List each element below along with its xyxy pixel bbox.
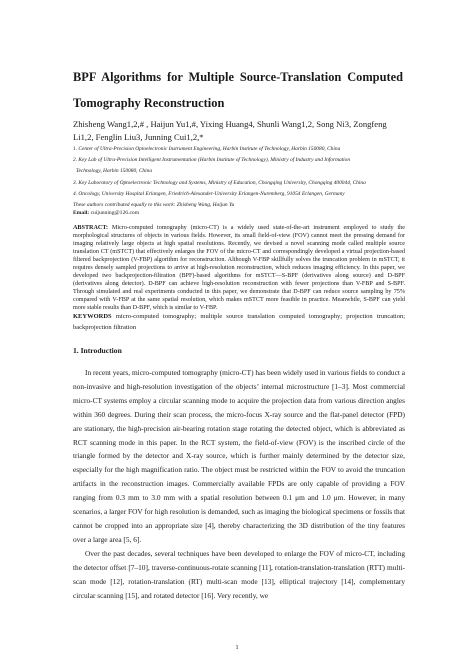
affiliation-2-cont: Technology, Harbin 150080, China [76, 168, 153, 175]
paper-title [73, 64, 403, 116]
affiliation-4: 4. Oncology, University Hospital Erlangen, Friedrich-Alexander-University Erlangen-Nuremberg, 91054 Erlangen, Germany [73, 190, 345, 197]
equal-contribution-note: These authors contributed equally to this work: Zhisheng Wang, Haijun Yu [73, 202, 235, 209]
author-list: Zhisheng Wang1,2,# , Haijun Yu1,#, Yixing Huang4, Shunli Wang1,2, Song Ni3, Zongfeng Li1,2, Fenglin Liu3, Junning Cui1,2,* [73, 119, 387, 142]
page-number: 1 [235, 644, 239, 651]
abstract-label: ABSTRACT: [73, 225, 109, 231]
affiliation-3: 3. Key Laboratory of Optoelectronic Technology and Systems, Ministry of Education, Chongqing University, Chongqing 400044, China [73, 179, 366, 186]
email-address[interactable]: cuijunning@126.com [90, 210, 140, 216]
affiliation-1: 1. Center of Ultra-Precision Optoelectronic Instrument Engineering, Harbin Institute of Technology, Harbin 150080, China [73, 146, 341, 152]
keywords [73, 312, 405, 333]
paragraph: Over the past decades, several techniques have been developed to enlarge the FOV of micro-CT, including the detector offset [7–10], traverse-continuous-rotate scanning [11], rotation-translation-translation (RTT) multi-scan mode [12], rotation-translation (RT) multi-scan mode [13], elliptical trajectory [14], complementary circular scanning [15], and rotated detector [16]. Very recently, we [73, 548, 405, 600]
body-text [73, 366, 405, 602]
affiliation-2: 2. Key Lab of Ultra-Precision Intelligent Instrumentation (Harbin Institute of Technology), Ministry of Industry and Information [73, 157, 351, 164]
title-line-1: BPF Algorithms for Multiple Source-Translation Computed [73, 70, 403, 84]
keywords-label: KEYWORDS [73, 313, 112, 320]
abstract-text: Micro-computed tomography (micro-CT) is a widely used state-of-the-art instrument employed to study the morphological structures of objects in various fields. However, its small field-of-view (FOV) cannot meet the pressing demand for imaging relatively large objects at high spatial resolutions. Recently, we devised a novel scanning mode called multiple source translation CT (mSTCT) that effectively enlarges the FOV of the micro-CT and correspondingly developed a virtual projection-based filtered backprojection (V-FBP) algorithm for reconstruction. Although V-FBP skillfully solves the truncation problem in mSTCT, it requires densely sampled projections to arrive at high-resolution reconstruction, which reduces imaging efficiency. In this paper, we developed two backprojection-filtration (BPF)-based algorithms for mSTCT—S-BPF (derivatives along source) and D-BPF (derivatives along detector). D-BPF can achieve high-resolution reconstruction with fewer projections than V-FBP and S-BPF. Through simulated and real experiments conducted in this paper, we demonstrate that D-BPF can reduce source sampling by 75% compared with V-FBP at the same spatial resolution, which makes mSTCT more feasible in practice. Meanwhile, S-BPF can yield more stable results than D-BPF, which is similar to V-FBP. [73, 225, 405, 311]
affiliations [73, 144, 405, 211]
paragraph: In recent years, micro-computed tomography (micro-CT) has been widely used in various fields to conduct a non-invasive and high-resolution investigation of the objects’ internal microstructure [1–3]. Most commercial micro-CT systems employ a circular scanning mode to acquire the projection data from various direction angles within 360 degrees. During their scan process, the micro-focus X-ray source and the flat-panel detector (FPD) are stationary, the high-precision air-bearing rotation stage rotating the detected object, which is abbreviated as RCT scanning mode in this paper. In the RCT system, the field-of-view (FOV) is the inscribed circle of the triangle formed by the detector and X-ray source, which is further mainly determined by the detector size, especially for the high magnification ratio. The object must be restricted within the FOV to avoid the truncation artifacts in the reconstruction images. Commercially available FPDs are only capable of providing a FOV ranging from 0.3 mm to 3.0 mm with a spatial resolution between 0.1 μm and 1.0 μm. However, in many scenarios, a larger FOV for high resolution is demanded, such as imaging the biological specimens or fossils that cannot be cropped into an appropriate size [4], thereby characterizing the 3D distribution of the tiny features over a large area [5, 6]. [73, 368, 405, 544]
contact-email [73, 209, 405, 217]
email-label: Email: [73, 210, 90, 216]
abstract [73, 225, 405, 312]
keywords-text: micro-computed tomography; multiple source translation computed tomography; projection truncation; backprojection filtration [73, 313, 406, 331]
section-heading: 1. Introduction [73, 346, 122, 355]
title-line-2: Tomography Reconstruction [73, 96, 225, 110]
